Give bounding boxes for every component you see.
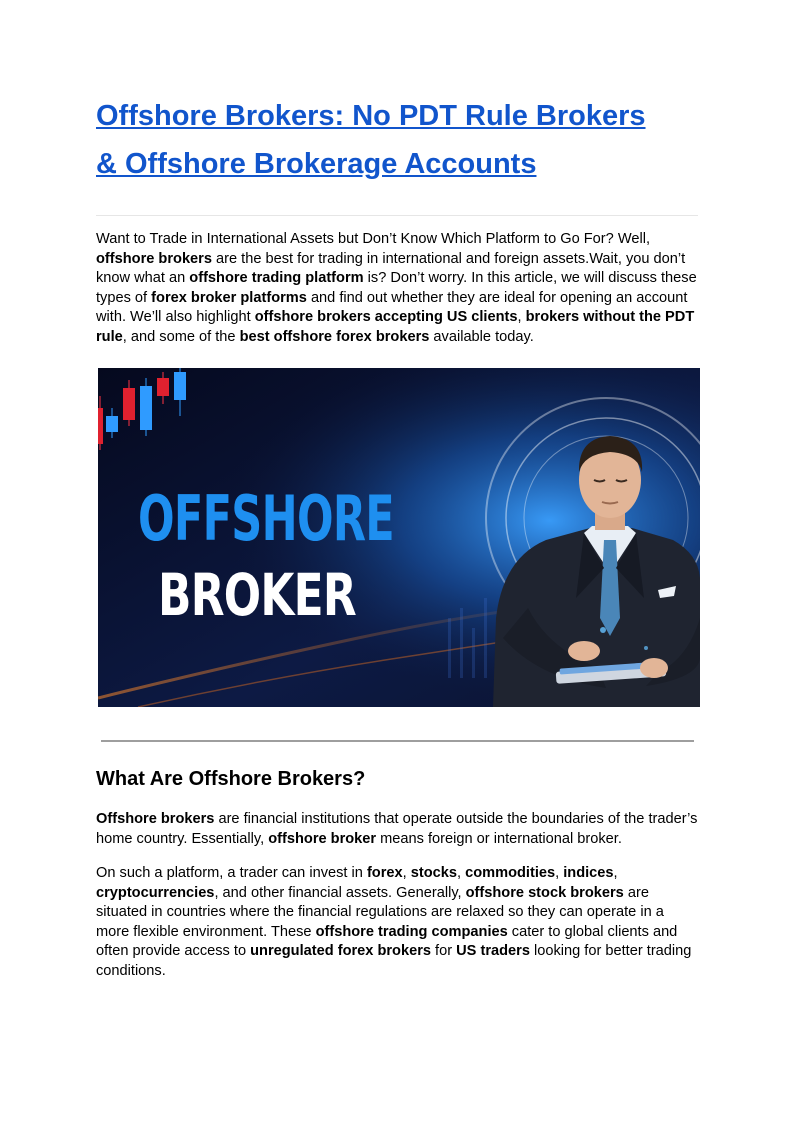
bold-phrase: offshore stock brokers — [465, 884, 624, 901]
bold-phrase: unregulated forex brokers — [250, 943, 431, 959]
bold-phrase: forex broker platforms — [151, 289, 307, 306]
section-heading: What Are Offshore Brokers? — [96, 768, 366, 790]
text-run: is? Don’t worry. In this article, we will discuss these types of — [96, 270, 697, 306]
article-title-link[interactable] — [96, 92, 696, 188]
text-run: for — [431, 943, 457, 959]
hero-line-2: BROKER — [158, 561, 357, 629]
title-line-1[interactable]: Offshore Brokers: No PDT Rule Brokers — [96, 100, 646, 132]
text-run: and find out whether they are ideal for opening an account with. We’ll also highlight — [96, 289, 688, 325]
text-run: On such a platform, a trader can invest in — [96, 865, 367, 881]
section-divider — [101, 740, 694, 742]
text-run: means foreign or international broker. — [376, 830, 622, 847]
bold-phrase: best offshore forex brokers — [239, 328, 430, 345]
text-run: are situated in countries where the financial regulations are relaxed so they can operate in a more flexible environment. These — [96, 884, 664, 940]
text-run: Want to Trade in International Assets but Don’t Know Which Platform to Go For? Well, — [96, 231, 650, 247]
hero-image — [98, 368, 700, 707]
hero-line-1: OFFSHORE — [138, 482, 394, 555]
bold-phrase: Offshore brokers — [96, 811, 215, 827]
section-paragraph-1 — [96, 810, 698, 849]
bold-phrase: forex — [366, 865, 403, 881]
text-run: , — [613, 865, 618, 881]
text-run: , — [456, 865, 466, 881]
bold-phrase: offshore brokers — [96, 250, 212, 267]
bold-phrase: offshore broker — [268, 830, 377, 847]
text-run: , — [402, 865, 411, 881]
bold-phrase: commodities — [465, 865, 556, 881]
text-run: available today. — [429, 328, 534, 345]
text-run: , — [517, 309, 526, 325]
section-paragraph-2 — [96, 864, 698, 981]
bold-phrase: indices — [563, 865, 614, 881]
text-run: are financial institutions that operate outside the boundaries of the trader’s home country. Essentially, — [96, 811, 698, 847]
text-run: are the best for trading in international and foreign assets.Wait, you don’t know what an — [96, 250, 686, 286]
text-run: , and other financial assets. Generally, — [214, 884, 466, 901]
bold-phrase: stocks — [410, 865, 457, 881]
text-run: , and some of the — [122, 328, 240, 345]
title-line-2[interactable]: & Offshore Brokerage Accounts — [96, 148, 537, 180]
title-divider — [96, 215, 698, 216]
bold-phrase: offshore brokers accepting US clients — [254, 309, 518, 325]
hero-illustration — [98, 368, 700, 707]
bold-phrase: offshore trading platform — [189, 270, 364, 286]
bold-phrase: brokers without the PDT rule — [96, 309, 695, 345]
text-run: looking for better trading conditions. — [96, 943, 692, 979]
intro-paragraph — [96, 230, 698, 347]
bold-phrase: offshore trading companies — [315, 923, 508, 940]
bold-phrase: cryptocurrencies — [96, 884, 215, 901]
bold-phrase: US traders — [456, 943, 530, 959]
text-run: cater to global clients and often provide access to — [96, 923, 678, 959]
text-run: , — [555, 865, 564, 881]
